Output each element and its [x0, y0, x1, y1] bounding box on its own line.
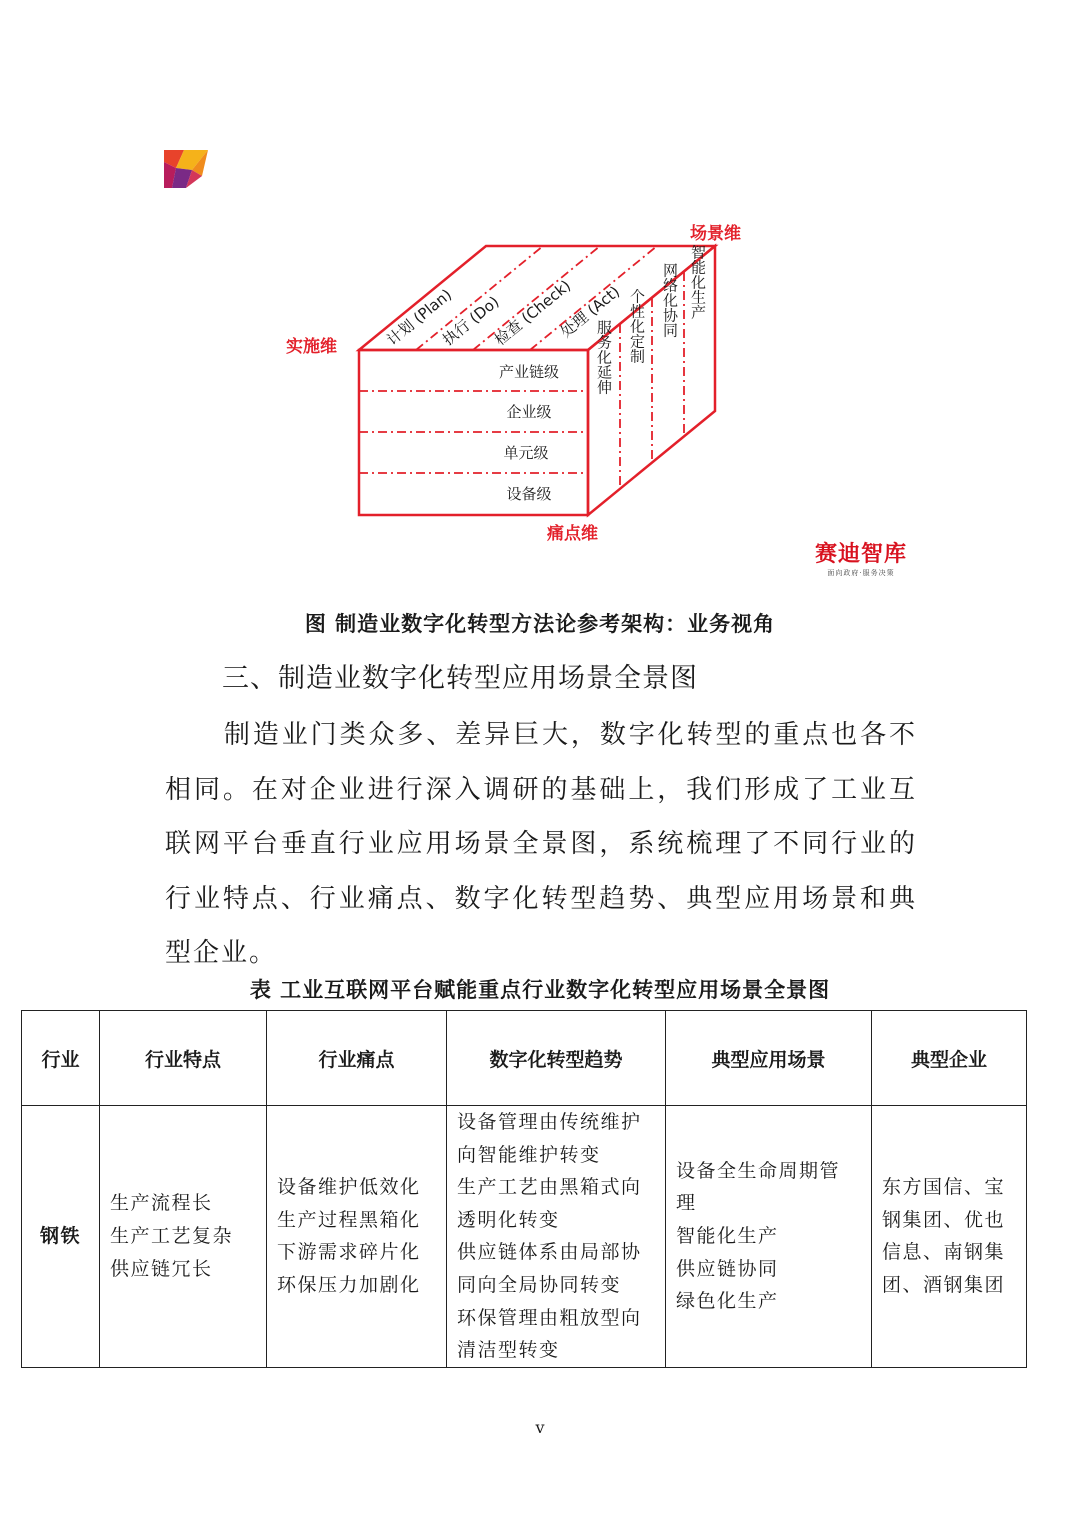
- cell-line: 团、酒钢集团: [882, 1273, 1006, 1296]
- features-list: [100, 1187, 266, 1285]
- side-item-collaboration: 网络化协同: [661, 262, 679, 338]
- table-header-row: [22, 1011, 1027, 1106]
- cell-scenarios: [666, 1106, 872, 1368]
- cell-line: 供应链冗长: [110, 1257, 213, 1280]
- brand-slogan: 面向政府·服务决策: [827, 569, 895, 577]
- cell-line: 向智能维护转变: [457, 1143, 601, 1166]
- cell-line: 生产工艺由黑箱式向: [457, 1176, 642, 1199]
- side-item-smart-production: 智能化生产: [689, 244, 707, 320]
- cell-line: 东方国信、宝: [882, 1176, 1006, 1199]
- cell-line: 理: [676, 1192, 697, 1215]
- page-number: v: [535, 1418, 545, 1437]
- axis-scenario-label: 场景维: [690, 224, 741, 244]
- paragraph-text: 制造业门类众多、差异巨大，数字化转型的重点也各不相同。在对企业进行深入调研的基础上，我们形成了工业互联网平台垂直行业应用场景全景图，系统梳理了不同行业的行业特点、行业痛点、数字化转型趋势、典型应用场景和典型企业。: [165, 720, 917, 968]
- top-item-do: 执行 (Do): [439, 292, 503, 350]
- cell-line: 智能化生产: [676, 1225, 779, 1248]
- cell-line: 生产过程黑箱化: [277, 1208, 421, 1231]
- header-features: 行业特点: [100, 1011, 267, 1106]
- cell-line: 环保压力加剧化: [277, 1273, 421, 1296]
- header-industry: 行业: [22, 1011, 100, 1106]
- cell-line: 供应链体系由局部协: [457, 1241, 642, 1264]
- pain-points-list: [267, 1171, 446, 1301]
- section-title: 三、制造业数字化转型应用场景全景图: [222, 663, 698, 694]
- cell-line: 设备全生命周期管: [676, 1159, 841, 1182]
- industry-scenario-table: [21, 1010, 1027, 1368]
- scenarios-list: [666, 1155, 871, 1318]
- methodology-cube-diagram: [0, 0, 1080, 600]
- figure-caption: 图 制造业数字化转型方法论参考架构：业务视角: [304, 611, 776, 636]
- side-item-service: 服务化延伸: [595, 319, 613, 395]
- cell-line: 供应链协同: [676, 1257, 779, 1280]
- cell-line: 同向全局协同转变: [457, 1273, 622, 1296]
- cell-line: 绿色化生产: [676, 1290, 779, 1313]
- cell-pain-points: [267, 1106, 447, 1368]
- body-paragraph: [165, 708, 917, 981]
- header-scenarios: 典型应用场景: [666, 1011, 872, 1106]
- cell-line: 信息、南钢集: [882, 1241, 1006, 1264]
- axis-pain-point-label: 痛点维: [547, 524, 598, 544]
- top-item-plan: 计划 (Plan): [383, 285, 456, 350]
- cell-line: 生产流程长: [110, 1192, 213, 1215]
- cell-trends: [447, 1106, 666, 1368]
- front-item-enterprise: 企业级: [506, 403, 552, 421]
- cell-line: 清洁型转变: [457, 1339, 560, 1362]
- trends-list: [447, 1106, 665, 1367]
- header-trends: 数字化转型趋势: [447, 1011, 666, 1106]
- brand-logo: [806, 542, 916, 578]
- front-item-device: 设备级: [506, 485, 552, 503]
- cell-line: 钢集团、优也: [882, 1208, 1006, 1231]
- brand-name: 赛迪智库: [814, 542, 907, 567]
- table-row: [22, 1106, 1027, 1368]
- front-item-industry-chain: 产业链级: [498, 363, 560, 381]
- header-companies: 典型企业: [872, 1011, 1027, 1106]
- cell-line: 生产工艺复杂: [110, 1225, 234, 1248]
- cell-line: 设备维护低效化: [277, 1176, 421, 1199]
- cell-companies: [872, 1106, 1027, 1368]
- side-item-customization: 个性化定制: [628, 288, 646, 364]
- cell-features: [100, 1106, 267, 1368]
- companies-list: [872, 1171, 1026, 1301]
- cell-line: 下游需求碎片化: [277, 1241, 421, 1264]
- cell-line: 设备管理由传统维护: [457, 1111, 642, 1133]
- cell-industry: 钢铁: [22, 1106, 100, 1368]
- table-caption: 表 工业互联网平台赋能重点行业数字化转型应用场景全景图: [249, 977, 831, 1002]
- top-item-check: 检查 (Check): [491, 276, 575, 350]
- cell-line: 透明化转变: [457, 1208, 560, 1231]
- cell-line: 环保管理由粗放型向: [457, 1306, 642, 1329]
- top-item-act: 处理 (Act): [557, 282, 624, 342]
- axis-implementation-label: 实施维: [286, 337, 337, 357]
- front-item-unit: 单元级: [503, 444, 549, 462]
- header-pain-points: 行业痛点: [267, 1011, 447, 1106]
